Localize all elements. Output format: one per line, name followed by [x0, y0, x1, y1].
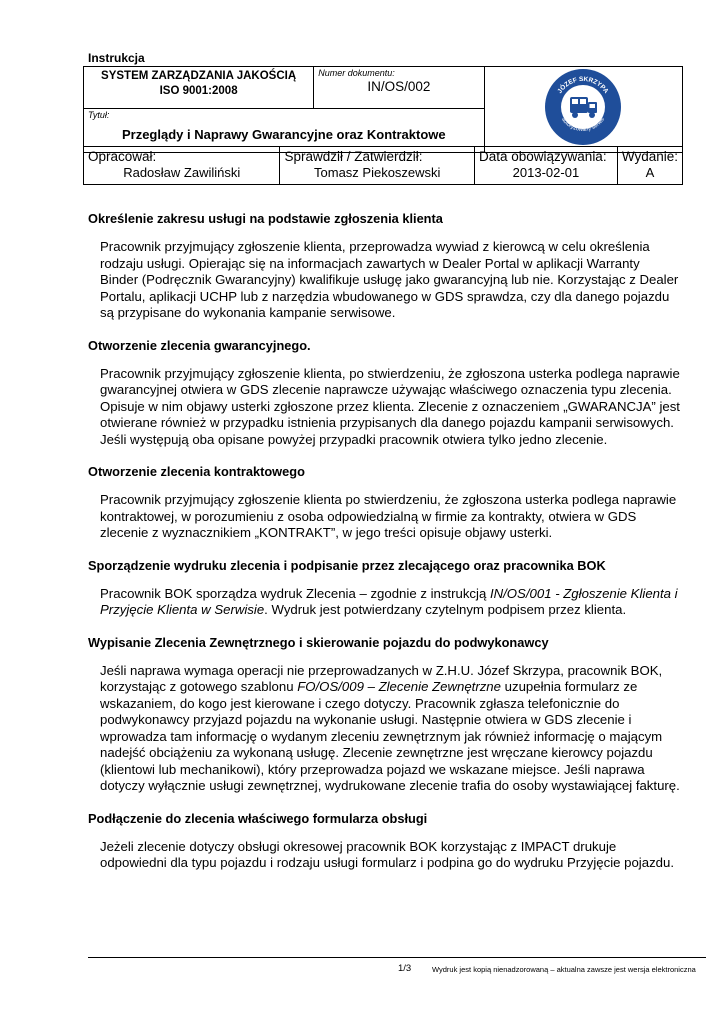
- section-paragraph: [100, 586, 688, 619]
- text-line: gwarancyjnej otwiera w GDS zlecenie naprawcze używając właściwego oznaczenia typu zlecenia.: [100, 382, 672, 397]
- document-title-label: Tytuł:: [88, 109, 110, 120]
- text-line: Pracownik przyjmujący zgłoszenie klienta, przeprowadza wywiad z kierowcą w celu określenia: [100, 239, 650, 254]
- text-line: zlecenie z wyznacznikiem „KONTRAKT”, w jego treści opisuje objawy usterki.: [100, 525, 553, 540]
- text-line: . Wydruk jest potwierdzany czytelnym podpisem przez klienta.: [264, 602, 627, 617]
- section-warranty-order: [88, 338, 688, 449]
- effective-date-cell: [475, 147, 618, 185]
- document-header-table: [83, 66, 683, 153]
- section-heading: Otworzenie zlecenia kontraktowego: [88, 464, 305, 479]
- text-line: Opisuje w nim objawy usterki zgłoszone przez klienta. Zlecenie z oznaczeniem „GWARANCJA” jest: [100, 398, 680, 414]
- document-number: IN/OS/002: [367, 79, 431, 94]
- edition-value: A: [645, 165, 655, 180]
- document-number-label: Numer dokumentu:: [318, 68, 395, 78]
- logo-cell: [484, 67, 682, 153]
- section-heading: Wypisanie Zlecenia Zewnętrznego i skierowanie pojazdu do podwykonawcy: [88, 634, 549, 650]
- edition-label: Wydanie:: [621, 149, 678, 164]
- text-line: odpowiedni dla typu pojazdu i rodzaju usługi formularz i podpina go do wydruku Przyjęcie pojazdu.: [100, 855, 674, 870]
- section-contract-order: [88, 464, 688, 542]
- document-info-table: [83, 146, 683, 185]
- section-paragraph: [100, 239, 688, 322]
- section-heading: Sporządzenie wydruku zlecenia i podpisanie przez zlecającego oraz pracownika BOK: [88, 557, 606, 573]
- section-heading: Otworzenie zlecenia gwarancyjnego.: [88, 337, 311, 353]
- section-external-order: [88, 635, 688, 795]
- section-paragraph: [100, 492, 688, 542]
- footer-divider: [88, 957, 706, 958]
- document-title: Przeglądy i Naprawy Gwarancyjne oraz Kontraktowe: [121, 126, 446, 142]
- company-logo-icon: [543, 67, 623, 147]
- text-line: rodzaju usługi. Opierając się na informacjach zawartych w Dealer Portal w aplikacji Warranty: [100, 255, 640, 271]
- document-body: [88, 211, 688, 888]
- section-order-printout: [88, 558, 688, 619]
- edition-cell: [617, 147, 682, 185]
- text-line: otwierane również w przypadku istnienia przypisanych dla danego pojazdu kampanii serwisowych.: [100, 415, 674, 430]
- prepared-by-label: Opracował:: [88, 149, 157, 164]
- text-line: kontraktowej, w porozumieniu z osoba odpowiedzialną w firmie za kontrakty, otwiera w GDS: [100, 508, 637, 524]
- form-reference: FO/OS/009 – Zlecenie Zewnętrzne: [297, 679, 501, 694]
- text-line: Jeśli naprawa wymaga operacji nie przeprowadzanych w Z.H.U. Józef Skrzypa, pracownik BOK,: [100, 662, 663, 678]
- approved-by-name: Tomasz Piekoszewski: [314, 165, 441, 180]
- text-line: są przypisane do wykonania kampanie serwisowe.: [100, 305, 396, 320]
- text-line: korzystając z gotowego szablonu: [100, 679, 298, 694]
- section-heading: Podłączenie do zlecenia właściwego formularza obsługi: [88, 810, 428, 826]
- text-line: (klientowi lub mechanikowi), który przeprowadza pojazd we wskazane miejsce. Jeśli naprawa: [100, 761, 645, 777]
- footer-note: Wydruk jest kopią nienadzorowaną – aktualna zawsze jest wersja elektroniczna: [432, 965, 696, 974]
- instruction-reference: Przyjęcie Klienta w Serwisie: [100, 602, 265, 617]
- text-line: Jeżeli zlecenie dotyczy obsługi okresowej pracownik BOK korzystając z IMPACT drukuje: [100, 838, 617, 854]
- logo-top-text: JÓZEF SKRZYPA: [556, 75, 610, 95]
- section-service-scope: [88, 211, 688, 322]
- approved-by-cell: [280, 147, 475, 185]
- text-line: dotyczy wyłącznie usługi zewnętrznej, wydrukowane zlecenie trafia do osoby wystawiającej fakturę.: [100, 778, 680, 793]
- prepared-by-name: Radosław Zawiliński: [123, 165, 241, 180]
- effective-date-label: Data obowiązywania:: [479, 149, 607, 164]
- quality-system-name: SYSTEM ZARZĄDZANIA JAKOŚCIĄ: [101, 70, 297, 82]
- section-paragraph: [100, 663, 688, 795]
- document-number-cell: [314, 67, 484, 109]
- effective-date: 2013-02-01: [512, 165, 580, 180]
- prepared-by-cell: [84, 147, 280, 185]
- logo-bottom-text: autoryzowany serwis: [560, 116, 607, 134]
- section-service-form: [88, 811, 688, 872]
- approved-by-label: Sprawdził / Zatwierdził:: [284, 149, 423, 164]
- text-line: Portalu, aplikacji UCHP lub z narzędzia wbudowanego w GDS sprawdza, czy dla danego pojazdu: [100, 288, 670, 304]
- quality-system-cell: [84, 67, 314, 109]
- page-number: 1/3: [398, 963, 412, 974]
- section-paragraph: [100, 839, 688, 872]
- document-type-label: Instrukcja: [88, 51, 145, 65]
- text-line: Binder (Podręcznik Gwarancyjny) kwalifikuje usługę jako gwarancyjną lub nie. Korzystając z Dealer: [100, 272, 679, 287]
- section-paragraph: [100, 366, 688, 449]
- section-heading: Określenie zakresu usługi na podstawie zgłoszenia klienta: [88, 211, 443, 226]
- text-line: wskazaniem, do kogo jest kierowane i czego dotyczy. Pracownik zgłasza telefonicznie do: [100, 695, 620, 711]
- text-line: Pracownik przyjmujący zgłoszenie klienta, po stwierdzeniu, że zgłoszona usterka podlega naprawie: [100, 365, 680, 381]
- instruction-reference: IN/OS/001 - Zgłoszenie Klienta i: [489, 585, 678, 601]
- text-line: Pracownik BOK sporządza wydruk Zlecenia – zgodnie z instrukcją: [100, 585, 490, 601]
- text-line: uzupełnia formularz ze: [500, 679, 638, 694]
- text-line: podwykonawcy przyjazd pojazdu na wykonanie usługi. Następnie otwiera w GDS zlecenie i: [100, 712, 632, 727]
- text-line: wprowadza tam informację o wydanym zleceniu zewnętrznym jak również informację o mającym: [100, 728, 663, 744]
- text-line: Jeśli występują oba opisane powyżej przypadki pracownik otwiera tylko jedno zlecenie.: [100, 431, 608, 447]
- text-line: Pracownik przyjmujący zgłoszenie klienta po stwierdzeniu, że zgłoszona usterka podlega naprawie: [100, 492, 677, 507]
- iso-standard: ISO 9001:2008: [159, 85, 238, 97]
- text-line: nadejść obciążeniu za wykonaną usługę. Zlecenie zewnętrzne jest wręczane kierowcy pojazdu: [100, 745, 653, 760]
